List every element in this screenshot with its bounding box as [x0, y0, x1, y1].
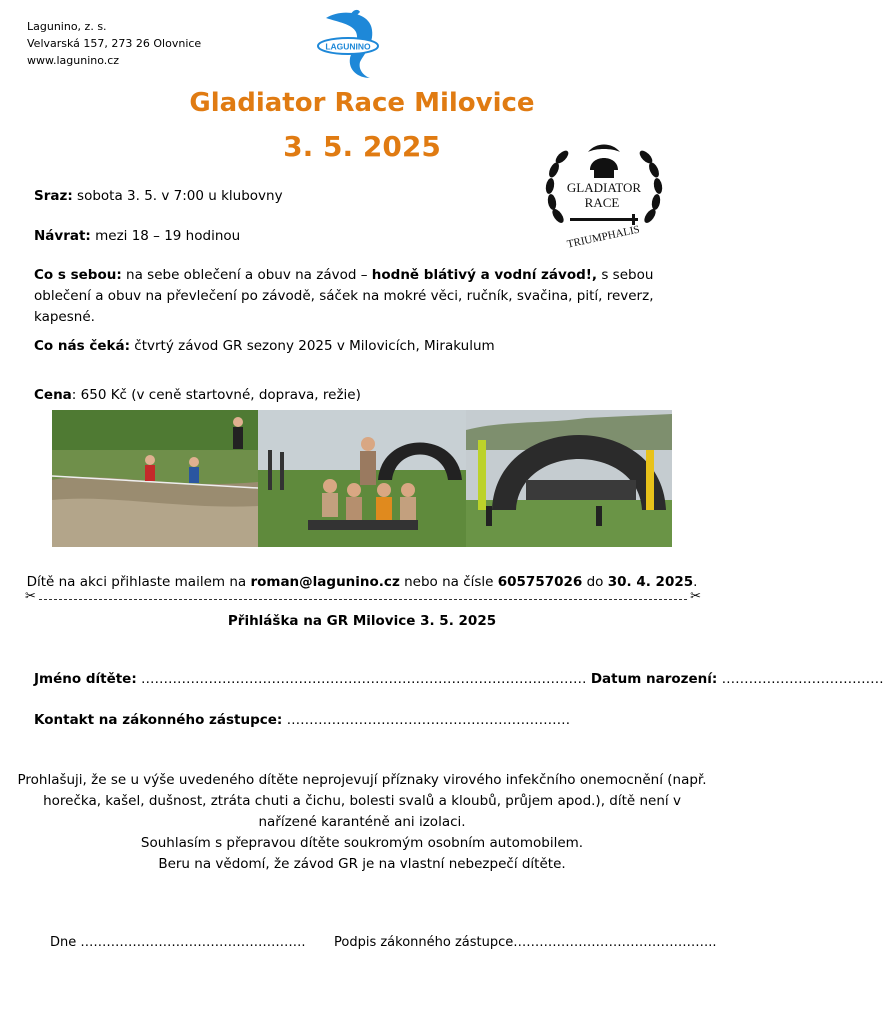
signup-phone: 605757026 — [497, 574, 583, 590]
sebou-label: Co s sebou: — [34, 267, 122, 283]
decl-line4: Souhlasím s přepravou dítěte soukromým osobním automobilem. — [140, 835, 584, 851]
declaration — [0, 770, 724, 875]
cena-label: Cena — [34, 387, 72, 403]
sebou-bold: hodně blátivý a vodní závod!, — [371, 267, 598, 283]
decl-line1: Prohlašuji, že se u výše uvedeného dítěte neprojevují příznaky virového infekčního onemocnění (např. — [17, 772, 707, 788]
decl-line2: horečka, kašel, dušnost, ztráta chuti a čichu, bolesti svalů a kloubů, průjem apod.), dítě není v — [43, 793, 681, 809]
scissors-icon: ✂ — [25, 589, 36, 604]
decl-line5: Beru na vědomí, že závod GR je na vlastní nebezpečí dítěte. — [158, 856, 566, 872]
sebou-value2: s sebou oblečení a obuv na převlečení po závodě, sáček na mokré věci, ručník, svačina, pití, reverz, kapesné. — [34, 267, 654, 325]
signup-deadline: 30. 4. 2025 — [607, 574, 694, 590]
cena-value: : 650 Kč (v ceně startovné, doprava, režie) — [71, 387, 361, 403]
birth-label: Datum narození: — [590, 671, 718, 687]
cut-line — [25, 589, 701, 605]
name-dots[interactable]: ……………………………………………………………………………………… — [136, 671, 591, 687]
org-info — [27, 18, 201, 69]
info-navrat — [34, 226, 694, 247]
signup-instructions: Dítě na akci přihlaste mailem na roman@lagunino.cz nebo na čísle 605757026 do 30. 4. 2025. — [26, 574, 698, 590]
org-address: Velvarská 157, 273 26 Olovnice — [27, 37, 202, 50]
gr-logo-arc: TRIUMPHALIS — [565, 223, 641, 251]
name-label: Jméno dítěte: — [34, 671, 137, 687]
sraz-value: sobota 3. 5. v 7:00 u klubovny — [72, 188, 283, 204]
form-title: Přihláška na GR Milovice 3. 5. 2025 — [227, 613, 497, 629]
ceka-value: čtvrtý závod GR sezony 2025 v Milovicích, Mirakulum — [129, 338, 495, 354]
sign-label: Podpis zákonného zástupce — [334, 935, 514, 950]
info-ceka — [34, 336, 694, 357]
sign-dots[interactable]: ……………………………………….. — [513, 935, 717, 950]
contact-dots[interactable]: ……………………………………………………… — [282, 712, 571, 728]
info-sebou — [34, 265, 694, 328]
info-sraz — [34, 186, 694, 207]
navrat-label: Návrat: — [34, 228, 91, 244]
photo-finish-arch — [466, 410, 672, 547]
gr-logo-line2: RACE — [584, 195, 620, 210]
signature-guardian[interactable] — [334, 935, 717, 950]
decl-line3: nařízené karanténě ani izolaci. — [258, 814, 466, 830]
dashed-divider — [39, 599, 687, 600]
photo-mud-run — [52, 410, 258, 547]
signup-email[interactable]: roman@lagunino.cz — [250, 574, 400, 590]
event-title: Gladiator Race Milovice — [189, 88, 535, 118]
field-child-name[interactable] — [34, 671, 884, 687]
sraz-label: Sraz: — [34, 188, 73, 204]
org-name: Lagunino, z. s. — [27, 20, 107, 33]
field-guardian-contact[interactable] — [34, 712, 570, 728]
org-web: www.lagunino.cz — [27, 54, 120, 67]
date-label: Dne — [50, 935, 81, 950]
logo-text: LAGUNINO — [325, 41, 371, 52]
event-date: 3. 5. 2025 — [283, 130, 441, 163]
lagunino-logo — [312, 10, 384, 80]
sebou-value1: na sebe oblečení a obuv na závod – — [121, 267, 372, 283]
signature-date[interactable] — [50, 935, 306, 950]
gr-logo-line1: GLADIATOR — [566, 180, 642, 195]
birth-dots[interactable]: ……………………………… — [717, 671, 884, 687]
date-dots[interactable]: ……………………………………………. — [80, 935, 306, 950]
navrat-value: mezi 18 – 19 hodinou — [90, 228, 241, 244]
scissors-icon: ✂ — [690, 589, 701, 604]
contact-label: Kontakt na zákonného zástupce: — [34, 712, 283, 728]
ceka-label: Co nás čeká: — [34, 338, 130, 354]
info-cena — [34, 385, 694, 406]
photo-kids-finish — [258, 410, 466, 547]
